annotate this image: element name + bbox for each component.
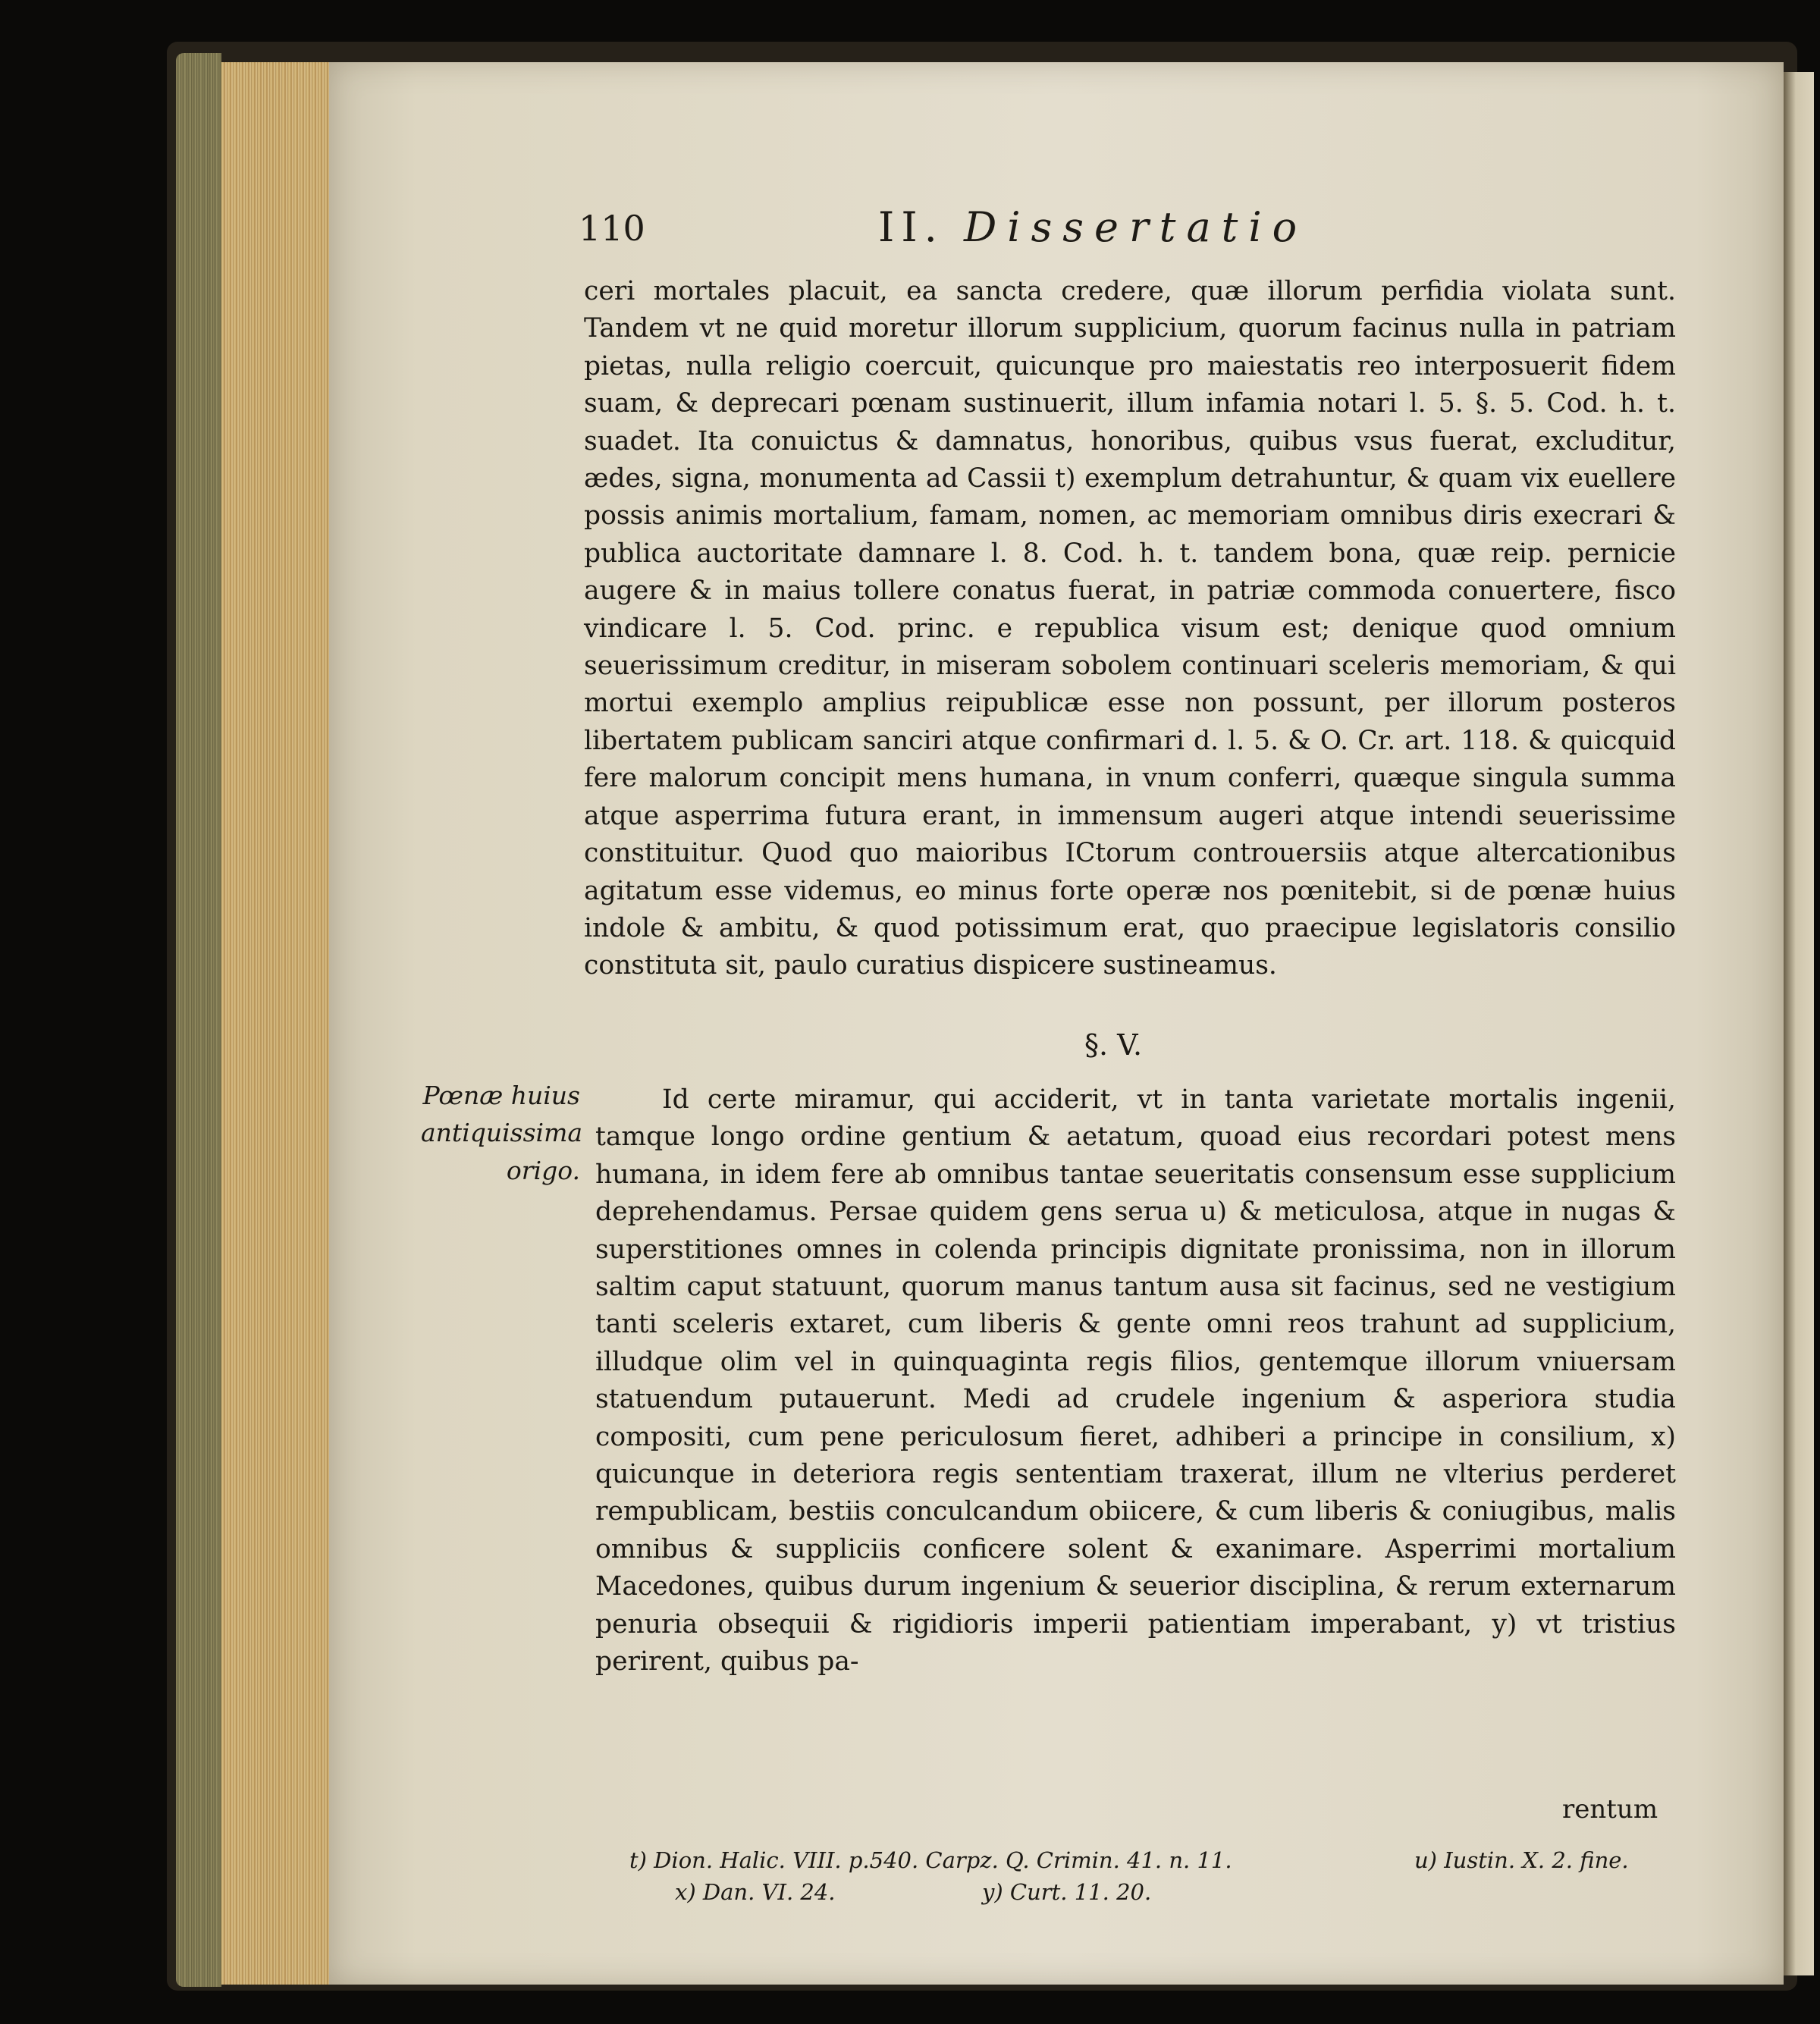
title-word: Dissertatio	[964, 203, 1308, 251]
section-heading: §. V.	[1084, 1028, 1143, 1062]
footnote-row-1	[629, 1844, 1684, 1876]
body-text-bottom	[595, 1081, 1676, 1681]
footnote-y: y) Curt. 11. 20.	[982, 1879, 1152, 1905]
footnotes	[629, 1844, 1684, 1908]
title-prefix: II.	[878, 203, 944, 251]
footnote-x: x) Dan. VI. 24.	[675, 1879, 836, 1905]
running-title	[878, 203, 1307, 251]
footnote-t: t) Dion. Halic. VIII. p.540. Carpz. Q. Crimin. 41. n. 11.	[629, 1847, 1232, 1873]
book-spine-edge	[176, 53, 221, 1987]
catchword: rentum	[1562, 1794, 1658, 1825]
page-number: 110	[579, 208, 645, 249]
footnote-row-2	[629, 1876, 1684, 1908]
page-edges	[221, 62, 329, 1985]
paragraph-1: ceri mortales placuit, ea sancta credere, quæ illorum perfidia violata sunt. Tandem vt ne quid moretur illorum supplicium, quorum facinus nulla in patriam pietas, nulla religio coercuit, quicunque pro maiestatis reo interposuerit fidem suam, & deprecari pœnam sustinuerit, illum infamia notari l. 5. §. 5. Cod. h. t. suadet. Ita conuictus & damnatus, honoribus, quibus vsus fuerat, excluditur, ædes, signa, monumenta ad Cassii t) exemplum detrahuntur, & quam vix euellere possis animis mortalium, famam, nomen, ac memoriam omnibus diris execrari & publica auctoritate damnare l. 8. Cod. h. t. tandem bona, quæ reip. pernicie augere & in maius tollere conatus fuerat, in patriæ commoda conuertere, fisco vindicare l. 5. Cod. princ. e republica visum est; denique quod omnium seuerissimum creditur, in miseram sobolem continuari sceleris memoriam, & qui mortui exemplo amplius reipublicæ esse non possunt, per illorum posteros libertatem publicam sanciri atque confirmari d. l. 5. & O. Cr. art. 118. & quicquid fere malorum concipit mens humana, in vnum conferri, quæque singula summa atque asperrima futura erant, in immensum augeri atque intendi seuerissime constituitur. Quod quo maioribus ICtorum controuersiis atque altercationibus agitatum esse videmus, eo minus forte operæ nos pœnitebit, si de pœnæ huius indole & ambitu, & quod potissimum erat, quo praecipue legislatoris consilio constituta sit, paulo curatius dispicere sustineamus.	[584, 276, 1676, 981]
margin-note: Pœnæ huius antiquissima origo.	[421, 1081, 583, 1185]
facing-page-edge	[1784, 72, 1814, 1975]
footnote-u: u) Iustin. X. 2. fine.	[1414, 1847, 1629, 1873]
page-header	[579, 203, 1701, 256]
paragraph-2: Id certe miramur, qui acciderit, vt in tanta varietate mortalis ingenii, tamque longo ordine gentium & aetatum, quoad eius recordari potest mens humana, in idem fere ab omnibus tantae seueritatis consensum esse supplicium deprehendamus. Persae quidem gens serua u) & meticulosa, atque in nugas & superstitiones omnes in colenda principis dignitate pronissima, non in illorum saltim caput statuunt, quorum manus tantum ausa sit facinus, sed ne vestigium tanti sceleris extaret, cum liberis & gente omni reos trahunt ad supplicium, illudque olim vel in quinquaginta regis filios, gentemque illorum vniuersam statuendum putauerunt. Medi ad crudele ingenium & asperiora studia compositi, cum pene periculosum fieret, adhiberi a principe in consilium, x) quicunque in deteriora regis sententiam traxerat, illum ne vlterius perderet rempublicam, bestiis conculcandum obiicere, & cum liberis & coniugibus, malis omnibus & suppliciis conficere solent & exanimare. Asperrimi mortalium Macedones, quibus durum ingenium & seuerior disciplina, & rerum externarum penuria obsequii & rigidioris imperii patientiam imperabant, y) vt tristius perirent, quibus pa-	[595, 1084, 1676, 1677]
body-text-top	[584, 273, 1676, 985]
